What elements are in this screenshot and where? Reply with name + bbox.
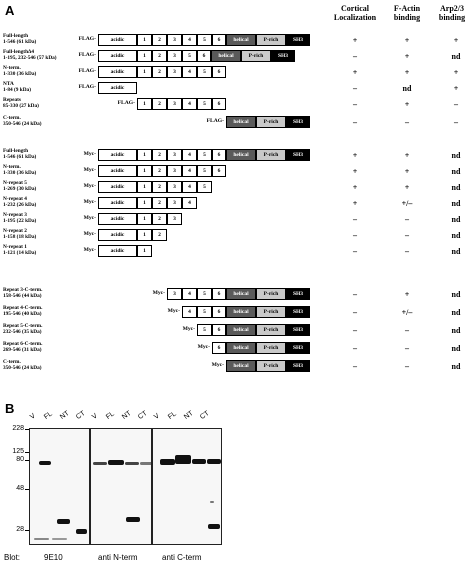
lane-label: V: [90, 412, 99, 421]
domain-2: 2: [152, 149, 167, 161]
epitope-tag-label: FLAG-: [78, 84, 96, 90]
domain-6: 6: [212, 98, 226, 110]
lane-label: V: [28, 412, 37, 421]
blot-panel-anti-c-term: [152, 428, 222, 545]
header-f-actin-binding: F-Actin binding: [393, 4, 421, 22]
construct-range: 1-121 (14 kDa): [3, 250, 37, 256]
blot-band: [108, 460, 124, 465]
construct-name: N-repeat 2: [3, 228, 27, 234]
factin-result: +/–: [401, 308, 413, 317]
construct-name: Full-length: [3, 33, 29, 39]
cortical-result: –: [353, 362, 357, 371]
cortical-result: –: [353, 326, 357, 335]
domain-bar: [98, 50, 295, 62]
arp-result: nd: [451, 52, 461, 61]
header-arp23-binding: Arp2/3 binding: [438, 4, 466, 22]
blot-prefix-label: Blot:: [4, 553, 21, 562]
construct-range: 1-546 (61 kDa): [3, 154, 37, 160]
domain-bar: [98, 197, 197, 209]
domain-5: 5: [197, 165, 212, 177]
domain-helical: helical: [226, 34, 256, 46]
cortical-result: +: [352, 68, 358, 77]
arp-result: nd: [451, 167, 461, 176]
construct-range: 1-195, 232-546 (57 kDa): [3, 55, 57, 61]
domain-1: 1: [137, 197, 152, 209]
factin-result: +: [404, 52, 410, 61]
epitope-tag-label: FLAG-: [117, 100, 135, 106]
arp-result: +: [453, 68, 459, 77]
arp-result: +: [453, 84, 459, 93]
domain-6: 6: [212, 288, 226, 300]
blot-band: [126, 517, 140, 522]
domain-sh3: SH3: [286, 116, 310, 128]
domain-5: 5: [197, 306, 212, 318]
mw-tick: [25, 530, 29, 531]
domain-5: 5: [197, 66, 212, 78]
domain-4: 4: [182, 34, 197, 46]
blot-band: [39, 461, 51, 465]
domain-bar: [167, 288, 310, 300]
cortical-result: –: [353, 52, 357, 61]
arp-result: nd: [451, 308, 461, 317]
arp-result: nd: [451, 183, 461, 192]
domain-p-rich: P-rich: [241, 50, 271, 62]
lane-label: FL: [166, 410, 178, 421]
mw-marker: 48: [16, 485, 24, 492]
construct-name: Repeat 3-C-term.: [3, 287, 43, 293]
domain-4: 4: [182, 288, 197, 300]
domain-2: 2: [152, 181, 167, 193]
domain-4: 4: [182, 66, 197, 78]
epitope-tag-label: FLAG-: [78, 68, 96, 74]
blot-band: [160, 459, 175, 465]
domain-bar: [98, 66, 226, 78]
construct-range: 269-546 (31 kDa): [3, 347, 42, 353]
panel-a-letter: A: [5, 3, 15, 18]
domain-helical: helical: [226, 360, 256, 372]
arp-result: nd: [451, 344, 461, 353]
cortical-result: –: [353, 247, 357, 256]
domain-helical: helical: [211, 50, 241, 62]
blot-label-anti-c-term: anti C-term: [162, 553, 202, 562]
domain-1: 1: [137, 34, 152, 46]
construct-range: 158-546 (44 kDa): [3, 293, 42, 299]
blot-band: [207, 459, 221, 464]
blot-label-anti-n-term: anti N-term: [98, 553, 138, 562]
cortical-result: –: [353, 344, 357, 353]
domain-5: 5: [197, 34, 212, 46]
mw-tick: [25, 429, 29, 430]
domain-bar: [98, 165, 226, 177]
construct-name: Repeat 6-C-term.: [3, 341, 43, 347]
factin-result: +: [404, 100, 410, 109]
epitope-tag-label: Myc-: [182, 326, 195, 332]
arp-result: +: [453, 36, 459, 45]
domain-2: 2: [152, 197, 167, 209]
cortical-result: –: [353, 100, 357, 109]
arp-result: –: [454, 100, 458, 109]
lane-label: CT: [74, 409, 87, 421]
domain-6: 6: [212, 324, 226, 336]
construct-name: N-repeat 1: [3, 244, 27, 250]
domain-3: 3: [167, 34, 182, 46]
construct-range: 1-269 (30 kDa): [3, 186, 37, 192]
epitope-tag-label: FLAG-: [78, 36, 96, 42]
factin-result: +: [404, 151, 410, 160]
domain-acidic: acidic: [98, 82, 137, 94]
lane-label: V: [152, 412, 161, 421]
epitope-tag-label: Myc-: [83, 247, 96, 253]
construct-range: 1-84 (9 kDa): [3, 87, 31, 93]
blot-label-9e10: 9E10: [44, 553, 63, 562]
cortical-result: –: [353, 84, 357, 93]
construct-range: 350-546 (24 kDa): [3, 121, 42, 127]
factin-result: +/–: [401, 199, 413, 208]
domain-helical: helical: [226, 116, 256, 128]
domain-p-rich: P-rich: [256, 324, 286, 336]
lane-label: NT: [182, 409, 195, 421]
domain-bar: [182, 306, 310, 318]
construct-name: N-term.: [3, 164, 21, 170]
domain-bar: [137, 98, 226, 110]
domain-p-rich: P-rich: [256, 288, 286, 300]
domain-1: 1: [137, 181, 152, 193]
factin-result: –: [405, 362, 409, 371]
blot-band: [76, 529, 87, 534]
construct-name: Full-lengthΔ4: [3, 49, 34, 55]
construct-range: 1-330 (36 kDa): [3, 170, 37, 176]
domain-acidic: acidic: [98, 34, 137, 46]
construct-name: C-term.: [3, 359, 21, 365]
factin-result: +: [404, 68, 410, 77]
domain-4: 4: [182, 181, 197, 193]
domain-6: 6: [212, 165, 226, 177]
domain-6: 6: [212, 342, 226, 354]
construct-range: 350-546 (24 kDa): [3, 365, 42, 371]
domain-acidic: acidic: [98, 66, 137, 78]
domain-1: 1: [137, 149, 152, 161]
lane-label: CT: [136, 409, 149, 421]
mw-marker: 228: [12, 425, 24, 432]
blot-band: [57, 519, 70, 524]
factin-result: –: [405, 247, 409, 256]
domain-2: 2: [152, 229, 167, 241]
domain-5: 5: [197, 98, 212, 110]
domain-2: 2: [152, 165, 167, 177]
mw-marker: 80: [16, 456, 24, 463]
domain-3: 3: [167, 66, 182, 78]
blot-band: [93, 462, 107, 465]
domain-3: 3: [167, 213, 182, 225]
domain-3: 3: [167, 288, 182, 300]
factin-result: +: [404, 183, 410, 192]
arp-result: nd: [451, 215, 461, 224]
arp-result: nd: [451, 231, 461, 240]
domain-sh3: SH3: [286, 306, 310, 318]
mw-tick: [25, 489, 29, 490]
construct-name: Full-length: [3, 148, 29, 154]
domain-bar: [98, 229, 167, 241]
epitope-tag-label: Myc-: [83, 231, 96, 237]
factin-result: +: [404, 36, 410, 45]
epitope-tag-label: Myc-: [152, 290, 165, 296]
construct-range: 1-195 (22 kDa): [3, 218, 37, 224]
factin-result: nd: [402, 84, 412, 93]
blot-panel-anti-n-term: [90, 428, 152, 545]
domain-6: 6: [212, 34, 226, 46]
domain-1: 1: [137, 98, 152, 110]
factin-result: –: [405, 344, 409, 353]
domain-2: 2: [152, 50, 167, 62]
epitope-tag-label: FLAG-: [206, 118, 224, 124]
domain-p-rich: P-rich: [256, 360, 286, 372]
domain-3: 3: [167, 50, 182, 62]
domain-helical: helical: [226, 342, 256, 354]
arp-result: nd: [451, 199, 461, 208]
mw-marker: 28: [16, 526, 24, 533]
factin-result: +: [404, 167, 410, 176]
mw-marker: 125: [12, 448, 24, 455]
construct-name: NTA: [3, 81, 14, 87]
lane-label: FL: [104, 410, 116, 421]
domain-helical: helical: [226, 306, 256, 318]
domain-sh3: SH3: [271, 50, 295, 62]
domain-bar: [98, 181, 212, 193]
epitope-tag-label: Myc-: [167, 308, 180, 314]
domain-sh3: SH3: [286, 324, 310, 336]
domain-p-rich: P-rich: [256, 306, 286, 318]
mw-tick: [25, 452, 29, 453]
domain-1: 1: [137, 229, 152, 241]
domain-bar: [212, 342, 310, 354]
domain-6: 6: [212, 306, 226, 318]
domain-bar: [98, 149, 310, 161]
domain-1: 1: [137, 213, 152, 225]
blot-panel-9e10: [29, 428, 90, 545]
domain-bar: [98, 82, 137, 94]
domain-sh3: SH3: [286, 149, 310, 161]
arp-result: nd: [451, 151, 461, 160]
epitope-tag-label: Myc-: [211, 362, 224, 368]
construct-range: 1-232 (26 kDa): [3, 202, 37, 208]
factin-result: –: [405, 118, 409, 127]
arp-result: –: [454, 118, 458, 127]
domain-bar: [226, 116, 310, 128]
domain-acidic: acidic: [98, 181, 137, 193]
blot-band: [125, 462, 139, 465]
construct-range: 1-158 (18 kDa): [3, 234, 37, 240]
domain-acidic: acidic: [98, 50, 137, 62]
domain-5: 5: [182, 50, 197, 62]
domain-p-rich: P-rich: [256, 116, 286, 128]
construct-name: N-term.: [3, 65, 21, 71]
domain-sh3: SH3: [286, 288, 310, 300]
domain-5: 5: [197, 149, 212, 161]
cortical-result: –: [353, 290, 357, 299]
cortical-result: –: [353, 118, 357, 127]
domain-acidic: acidic: [98, 165, 137, 177]
arp-result: nd: [451, 362, 461, 371]
epitope-tag-label: Myc-: [83, 199, 96, 205]
construct-name: N-repeat 5: [3, 180, 27, 186]
construct-name: C-term.: [3, 115, 21, 121]
domain-3: 3: [167, 165, 182, 177]
construct-name: N-repeat 4: [3, 196, 27, 202]
domain-5: 5: [197, 288, 212, 300]
factin-result: +: [404, 290, 410, 299]
domain-bar: [197, 324, 310, 336]
domain-p-rich: P-rich: [256, 342, 286, 354]
domain-4: 4: [182, 149, 197, 161]
domain-bar: [98, 34, 310, 46]
cortical-result: +: [352, 183, 358, 192]
blot-band: [34, 538, 49, 540]
domain-6: 6: [197, 50, 211, 62]
domain-2: 2: [152, 34, 167, 46]
lane-label: NT: [120, 409, 133, 421]
blot-band: [192, 459, 206, 464]
domain-6: 6: [212, 149, 226, 161]
domain-2: 2: [152, 66, 167, 78]
domain-3: 3: [167, 197, 182, 209]
domain-5: 5: [197, 324, 212, 336]
domain-p-rich: P-rich: [256, 34, 286, 46]
domain-4: 4: [182, 98, 197, 110]
domain-4: 4: [182, 306, 197, 318]
construct-range: 1-330 (36 kDa): [3, 71, 37, 77]
domain-2: 2: [152, 98, 167, 110]
domain-2: 2: [152, 213, 167, 225]
domain-helical: helical: [226, 149, 256, 161]
epitope-tag-label: Myc-: [83, 183, 96, 189]
domain-helical: helical: [226, 324, 256, 336]
mw-tick: [25, 460, 29, 461]
arp-result: nd: [451, 290, 461, 299]
domain-acidic: acidic: [98, 197, 137, 209]
domain-1: 1: [137, 165, 152, 177]
domain-acidic: acidic: [98, 229, 137, 241]
domain-acidic: acidic: [98, 213, 137, 225]
cortical-result: +: [352, 199, 358, 208]
arp-result: nd: [451, 247, 461, 256]
domain-3: 3: [167, 181, 182, 193]
domain-helical: helical: [226, 288, 256, 300]
panel-b-letter: B: [5, 401, 15, 416]
construct-name: N-repeat 3: [3, 212, 27, 218]
lane-label: FL: [42, 410, 54, 421]
construct-range: 195-546 (40 kDa): [3, 311, 42, 317]
cortical-result: –: [353, 231, 357, 240]
construct-name: Repeat 4-C-term.: [3, 305, 43, 311]
epitope-tag-label: FLAG-: [78, 52, 96, 58]
domain-bar: [98, 245, 152, 257]
construct-range: 1-546 (61 kDa): [3, 39, 37, 45]
epitope-tag-label: Myc-: [83, 215, 96, 221]
arp-result: nd: [451, 326, 461, 335]
cortical-result: –: [353, 308, 357, 317]
factin-result: –: [405, 231, 409, 240]
domain-1: 1: [137, 50, 152, 62]
domain-p-rich: P-rich: [256, 149, 286, 161]
cortical-result: +: [352, 167, 358, 176]
construct-name: Repeats: [3, 97, 21, 103]
domain-3: 3: [167, 149, 182, 161]
domain-1: 1: [137, 245, 152, 257]
blot-band: [175, 455, 191, 464]
epitope-tag-label: Myc-: [83, 151, 96, 157]
domain-6: 6: [212, 66, 226, 78]
header-cortical-localization: Cortical Localization: [333, 4, 377, 22]
construct-range: 232-546 (35 kDa): [3, 329, 42, 335]
blot-band: [210, 501, 214, 503]
blot-band: [52, 538, 67, 540]
cortical-result: –: [353, 215, 357, 224]
epitope-tag-label: Myc-: [197, 344, 210, 350]
domain-acidic: acidic: [98, 149, 137, 161]
construct-name: Repeat 5-C-term.: [3, 323, 43, 329]
blot-band: [208, 524, 220, 529]
domain-bar: [226, 360, 310, 372]
domain-3: 3: [167, 98, 182, 110]
domain-acidic: acidic: [98, 245, 137, 257]
domain-bar: [98, 213, 182, 225]
domain-4: 4: [182, 197, 197, 209]
blot-band: [140, 462, 152, 465]
domain-sh3: SH3: [286, 34, 310, 46]
factin-result: –: [405, 215, 409, 224]
cortical-result: +: [352, 151, 358, 160]
construct-range: 85-330 (27 kDa): [3, 103, 39, 109]
domain-sh3: SH3: [286, 342, 310, 354]
lane-label: NT: [58, 409, 71, 421]
factin-result: –: [405, 326, 409, 335]
domain-sh3: SH3: [286, 360, 310, 372]
domain-1: 1: [137, 66, 152, 78]
domain-4: 4: [182, 165, 197, 177]
cortical-result: +: [352, 36, 358, 45]
domain-5: 5: [197, 181, 212, 193]
lane-label: CT: [198, 409, 211, 421]
epitope-tag-label: Myc-: [83, 167, 96, 173]
